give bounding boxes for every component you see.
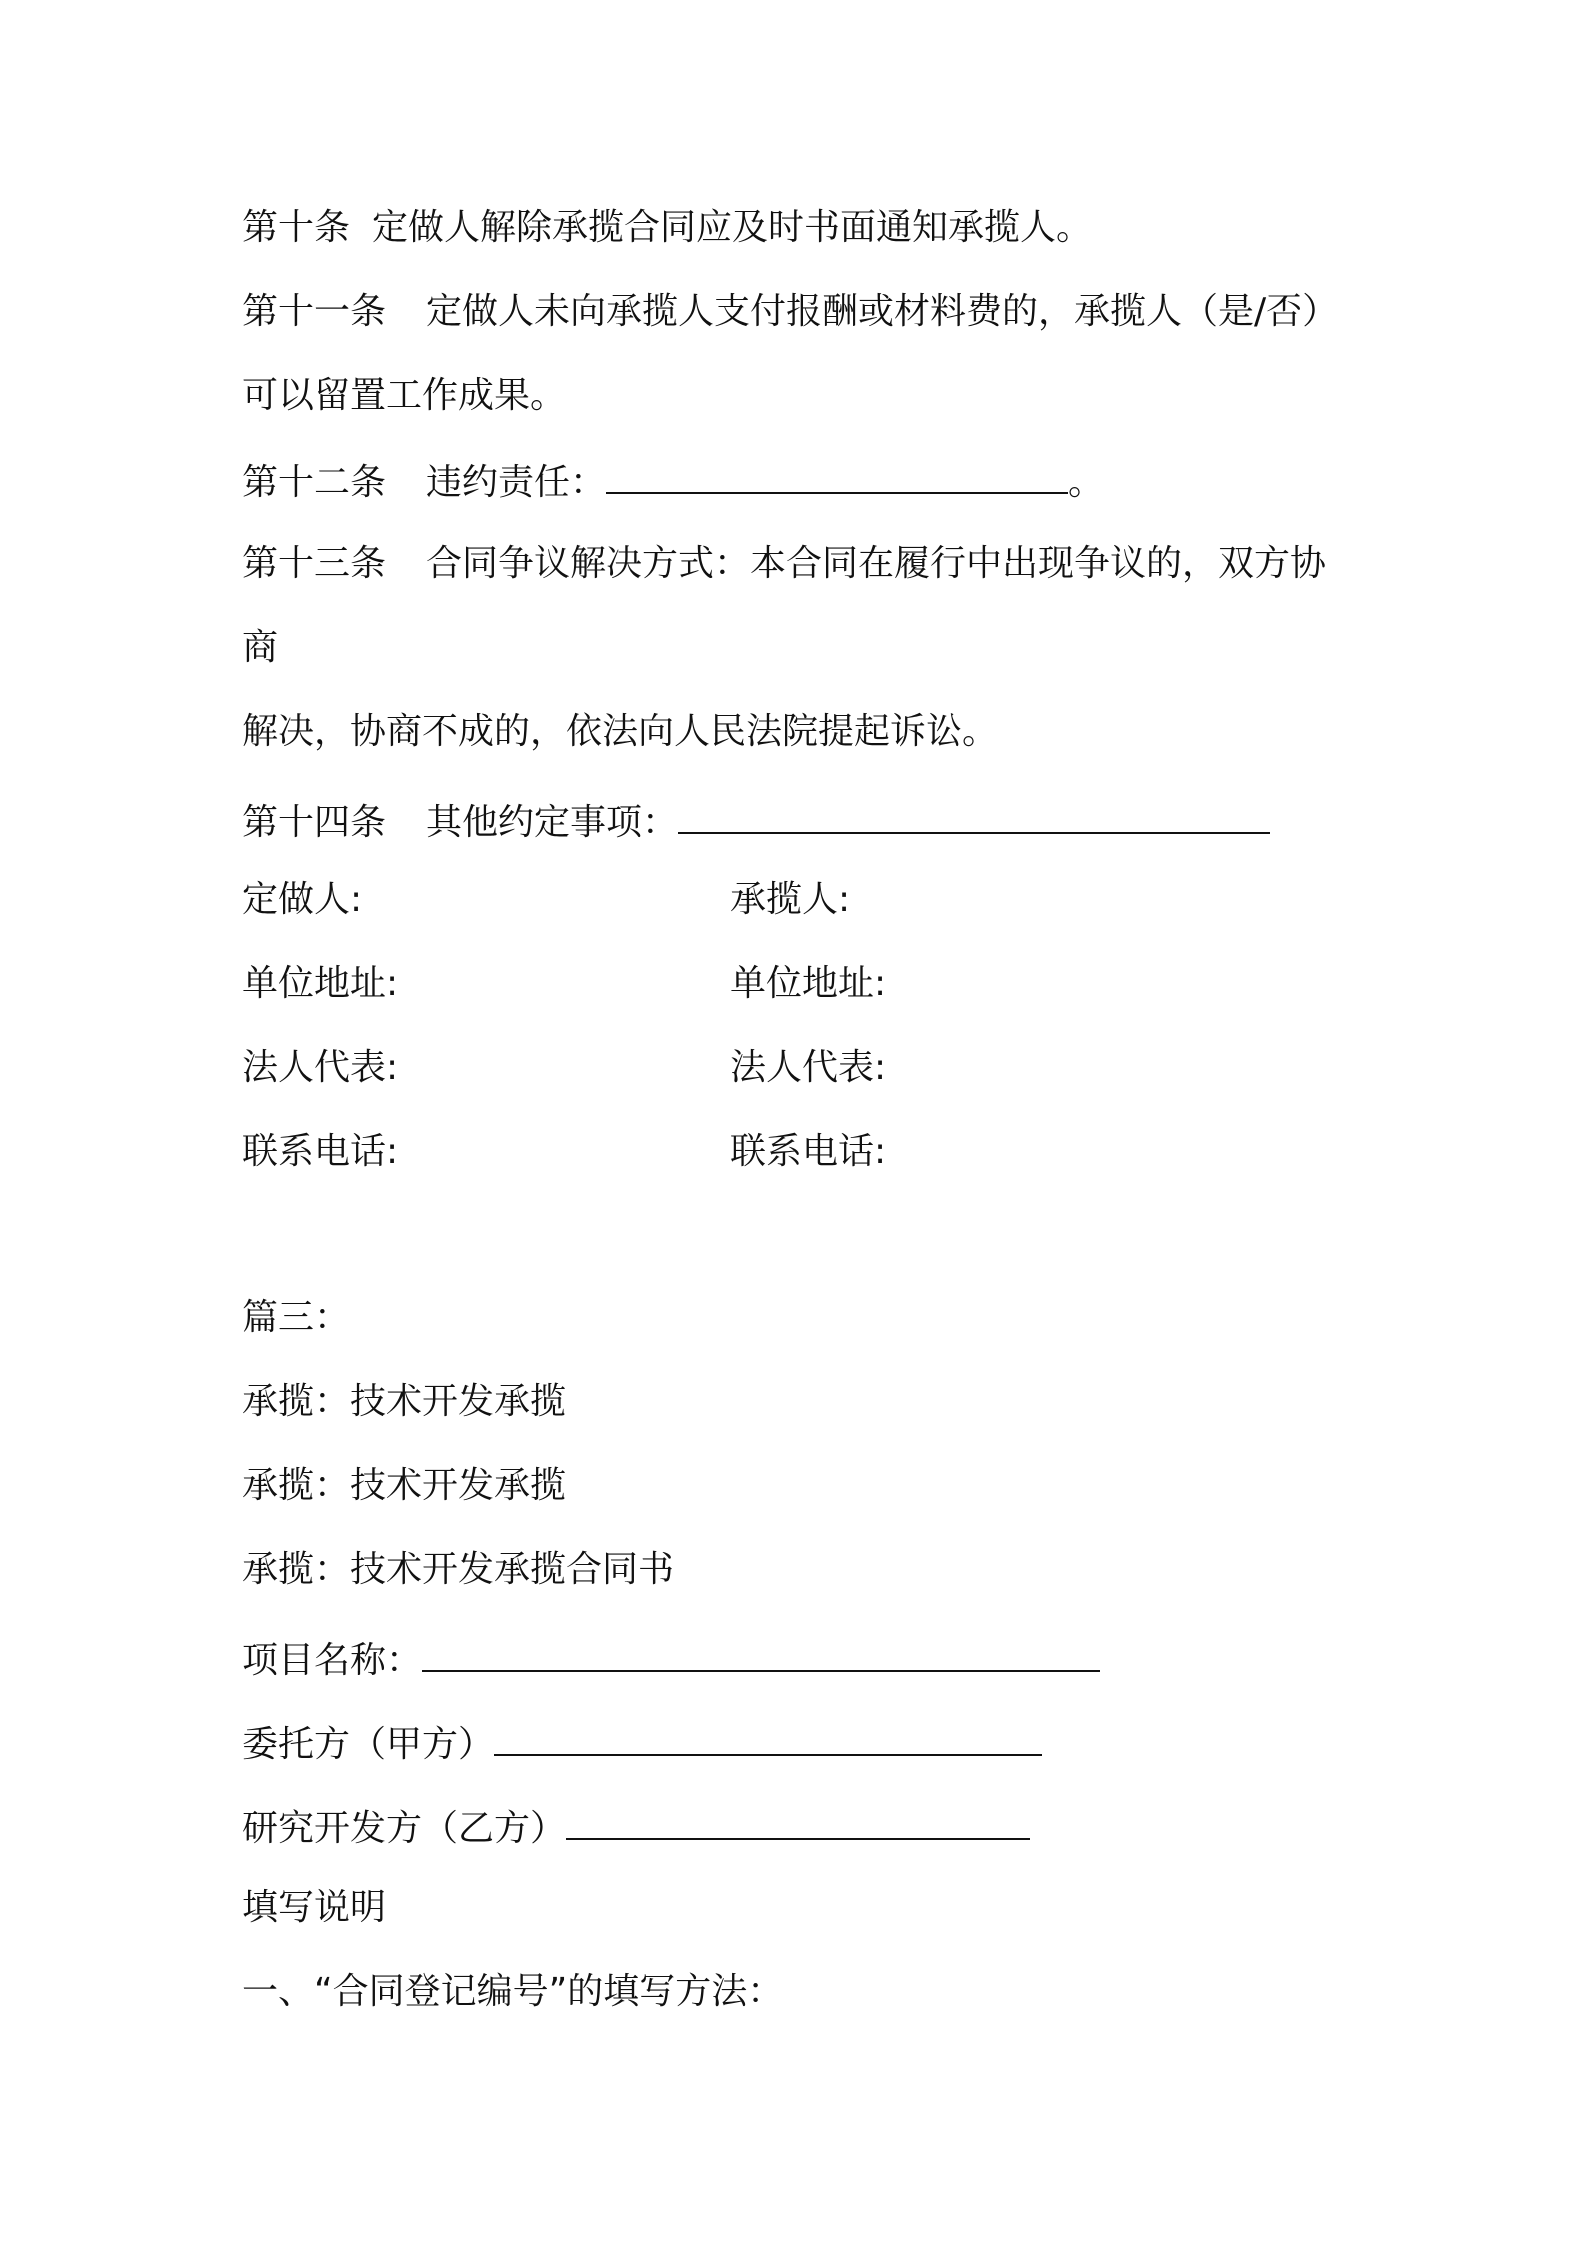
right-address-label: 单位地址: — [730, 963, 887, 1004]
instructions-item-1: 一、“合同登记编号”的填写方法： — [242, 1971, 784, 2012]
part3-line-3: 承揽：技术开发承揽合同书 — [242, 1549, 675, 1590]
part3-line-1: 承揽：技术开发承揽 — [242, 1381, 567, 1422]
left-phone-label: 联系电话: — [242, 1131, 399, 1172]
clause-13 — [242, 540, 1326, 588]
clause-10 — [242, 204, 1092, 252]
client-blank[interactable] — [494, 1718, 1042, 1756]
right-party-label: 承揽人: — [730, 879, 851, 920]
clause-12 — [242, 456, 1104, 507]
left-party-label: 定做人: — [242, 879, 363, 920]
client-row — [242, 1718, 1042, 1769]
clause-12-end: 。 — [1068, 462, 1105, 503]
clause-13-continuation-2: 解决，协商不成的，依法向人民法院提起诉讼。 — [242, 711, 999, 752]
clause-11-text: 定做人未向承揽人支付报酬或材料费的，承揽人（是/否） — [426, 291, 1339, 332]
clause-10-number: 第十条 — [242, 207, 351, 248]
left-address-label: 单位地址: — [242, 963, 399, 1004]
project-name-blank[interactable] — [422, 1634, 1100, 1672]
other-terms-blank[interactable] — [678, 796, 1270, 834]
developer-row — [242, 1802, 1030, 1853]
clause-11-number: 第十一条 — [242, 291, 387, 332]
developer-label: 研究开发方（乙方） — [242, 1808, 567, 1849]
clause-14-text: 其他约定事项： — [426, 802, 679, 843]
clause-12-text: 违约责任： — [426, 462, 607, 503]
breach-liability-blank[interactable] — [606, 456, 1068, 494]
clause-13-continuation-1: 商 — [242, 627, 279, 668]
right-phone-label: 联系电话: — [730, 1131, 887, 1172]
project-name-row — [242, 1634, 1100, 1685]
project-name-label: 项目名称： — [242, 1640, 423, 1681]
clause-11-continuation: 可以留置工作成果。 — [242, 375, 567, 416]
part3-line-2: 承揽：技术开发承揽 — [242, 1465, 567, 1506]
clause-13-text: 合同争议解决方式：本合同在履行中出现争议的，双方协 — [426, 543, 1327, 584]
left-rep-label: 法人代表: — [242, 1047, 399, 1088]
clause-12-number: 第十二条 — [242, 462, 387, 503]
part3-heading: 篇三： — [242, 1297, 351, 1338]
client-label: 委托方（甲方） — [242, 1724, 495, 1765]
clause-13-number: 第十三条 — [242, 543, 387, 584]
clause-14-number: 第十四条 — [242, 802, 387, 843]
developer-blank[interactable] — [566, 1802, 1030, 1840]
clause-11 — [242, 288, 1338, 336]
clause-14 — [242, 796, 1270, 847]
right-rep-label: 法人代表: — [730, 1047, 887, 1088]
clause-10-text: 定做人解除承揽合同应及时书面通知承揽人。 — [372, 207, 1093, 248]
instructions-heading: 填写说明 — [242, 1887, 387, 1928]
